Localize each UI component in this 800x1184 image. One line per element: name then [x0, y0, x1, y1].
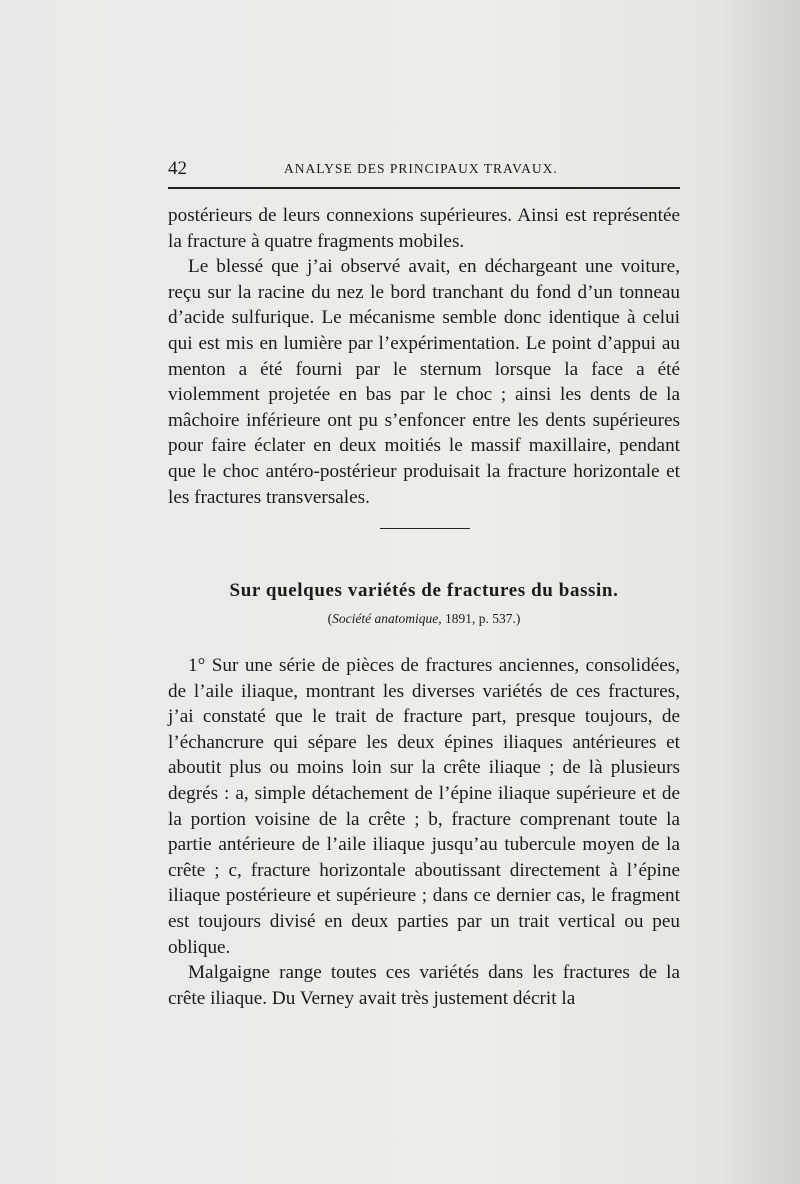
- text-block-bottom: [168, 653, 680, 1011]
- section-divider: [380, 528, 470, 529]
- paragraph: postérieurs de leurs connexions supérieures. Ainsi est représentée la fracture à quatre fragments mobiles.: [168, 205, 680, 252]
- citation-details: , 1891, p. 537.: [438, 611, 516, 626]
- paragraph: Le blessé que j’ai observé avait, en déchargeant une voiture, reçu sur la racine du nez le bord tranchant du fond d’un tonneau d’acide sulfurique. Le mécanisme semble donc identique à celui qui est mis en lumière par l’expérimentation. Le point d’appui au menton a été fourni par le sternum lorsque la face a été violemment projetée en bas par le choc ; ainsi les dents de la mâchoire inférieure ont pu s’enfoncer entre les dents supérieures pour faire éclater en deux moitiés le massif maxillaire, pendant que le choc antéro-postérieur produisait la fracture horizontale et les fractures transversales.: [168, 256, 680, 508]
- running-head: ANALYSE DES PRINCIPAUX TRAVAUX.: [284, 161, 558, 176]
- paragraph: 1° Sur une série de pièces de fractures anciennes, consolidées, de l’aile iliaque, montrant les diverses variétés de ces fractures, j’ai constaté que le trait de fracture part, presque toujours, de l’échancrure qui sépare les deux épines iliaques antérieures et aboutit plus ou moins loin sur la crête iliaque ; de là plusieurs degrés : a, simple détachement de l’épine iliaque supérieure et de la portion voisine de la crête ; b, fracture comprenant toute la partie antérieure de l’aile iliaque jusqu’au tubercule moyen de la crête ; c, fracture horizontale aboutissant directement à l’épine iliaque postérieure et supérieure ; dans ce dernier cas, le fragment est toujours divisé en deux parties par un trait vertical ou peu oblique.: [168, 655, 680, 958]
- paragraph: Malgaigne range toutes ces variétés dans les fractures de la crête iliaque. Du Verney avait très justement décrit la: [168, 962, 680, 1009]
- citation-journal: Société anatomique: [332, 611, 439, 626]
- page-number: 42: [168, 158, 187, 179]
- header-rule: [168, 187, 680, 189]
- section-title: Sur quelques variétés de fractures du bassin.: [229, 580, 619, 601]
- section-citation: (Société anatomique, 1891, p. 537.): [327, 611, 521, 626]
- text-block-top: [168, 203, 680, 510]
- page-header: [168, 158, 680, 180]
